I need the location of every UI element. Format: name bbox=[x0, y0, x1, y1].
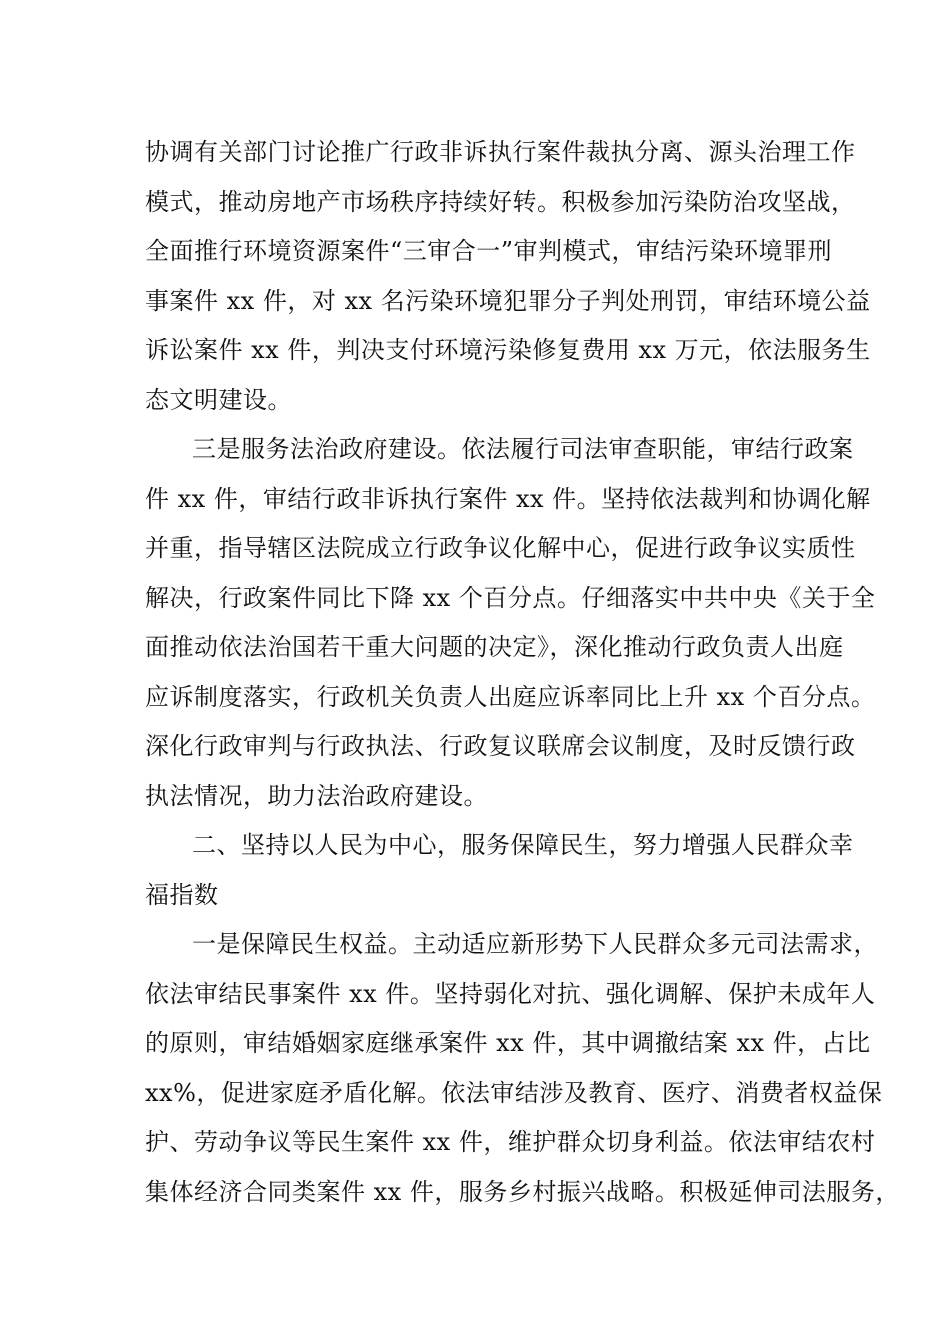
text-line: 护、劳动争议等民生案件 xx 件，维护群众切身利益。依法审结农村 bbox=[145, 1128, 876, 1156]
text-line: 诉讼案件 xx 件，判决支付环境污染修复费用 xx 万元，依法服务生 bbox=[145, 336, 871, 364]
text-line: 集体经济合同类案件 xx 件，服务乡村振兴战略。积极延伸司法服务， bbox=[145, 1178, 900, 1206]
text-line: 一是保障民生权益。主动适应新形势下人民群众多元司法需求， bbox=[192, 930, 878, 958]
text-line: 应诉制度落实，行政机关负责人出庭应诉率同比上升 xx 个百分点。 bbox=[145, 683, 876, 711]
text-line: 三是服务法治政府建设。依法履行司法审查职能，审结行政案 bbox=[192, 435, 854, 463]
text-line: 协调有关部门讨论推广行政非诉执行案件裁执分离、源头治理工作 bbox=[145, 138, 856, 166]
text-line: 的原则，审结婚姻家庭继承案件 xx 件，其中调撤结案 xx 件，占比 bbox=[145, 1029, 871, 1057]
text-line: xx%，促进家庭矛盾化解。依法审结涉及教育、医疗、消费者权益保 bbox=[145, 1079, 883, 1107]
text-line: 事案件 xx 件，对 xx 名污染环境犯罪分子判处刑罚，审结环境公益 bbox=[145, 287, 871, 315]
section-heading-line: 福指数 bbox=[145, 881, 219, 909]
text-line: 全面推行环境资源案件“三审合一”审判模式，审结污染环境罪刑 bbox=[145, 237, 833, 265]
text-line: 并重，指导辖区法院成立行政争议化解中心，促进行政争议实质性 bbox=[145, 534, 856, 562]
text-line: 深化行政审判与行政执法、行政复议联席会议制度，及时反馈行政 bbox=[145, 732, 856, 760]
text-line: 依法审结民事案件 xx 件。坚持弱化对抗、强化调解、保护未成年人 bbox=[145, 980, 876, 1008]
text-line: 态文明建设。 bbox=[145, 386, 292, 414]
text-line: 面推动依法治国若干重大问题的决定》，深化推动行政负责人出庭 bbox=[145, 633, 844, 661]
text-line: 模式，推动房地产市场秩序持续好转。积极参加污染防治攻坚战， bbox=[145, 188, 856, 216]
text-line: 件 xx 件，审结行政非诉执行案件 xx 件。坚持依法裁判和协调化解 bbox=[145, 485, 871, 513]
text-line: 解决，行政案件同比下降 xx 个百分点。仔细落实中共中央《关于全 bbox=[145, 584, 876, 612]
text-line: 执法情况，助力法治政府建设。 bbox=[145, 782, 488, 810]
section-heading-line: 二、坚持以人民为中心，服务保障民生，努力增强人民群众幸 bbox=[192, 831, 854, 859]
